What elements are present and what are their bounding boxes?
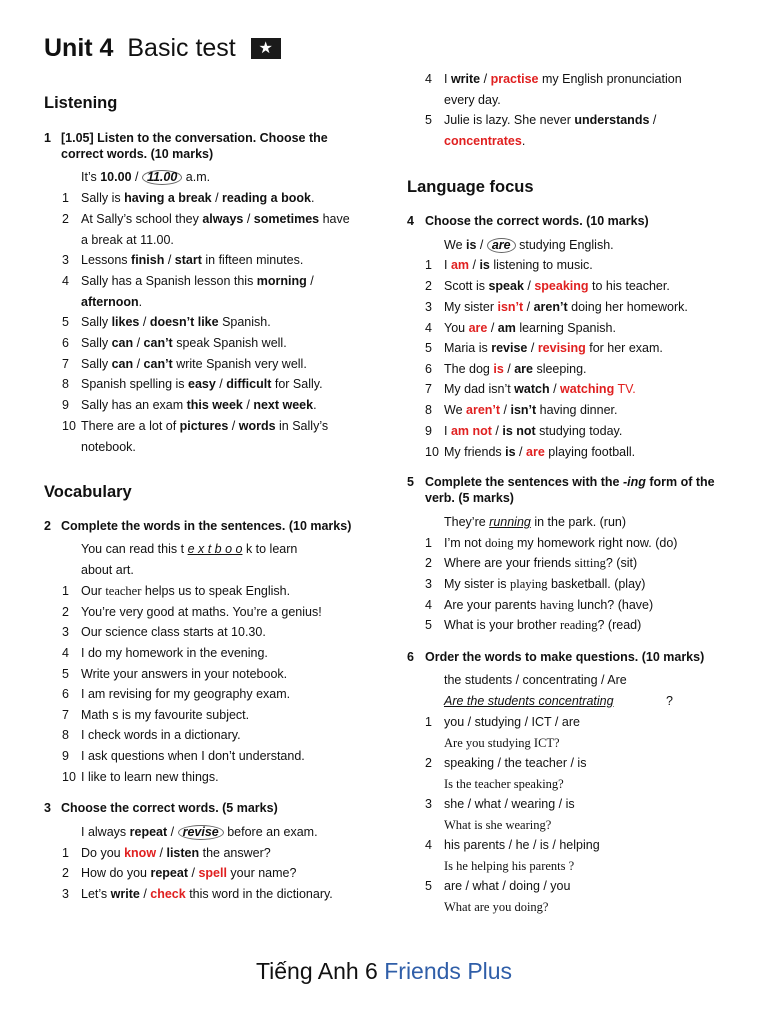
vocabulary-item (81, 645, 268, 661)
listening-item (81, 190, 314, 206)
listening-item (81, 211, 350, 227)
separator: / (527, 341, 538, 355)
question-text: Complete the sentences with the -ing form of the verb. (5 marks) (425, 475, 715, 505)
question-text: Choose the correct words. (5 marks) (61, 801, 278, 815)
item-text: I (444, 424, 451, 438)
item-text: You (444, 321, 469, 335)
option-2: sometimes (253, 212, 320, 226)
separator: / (133, 357, 144, 371)
item-text: I’m not (444, 536, 485, 550)
separator: / (306, 274, 314, 288)
item-number: 8 (62, 728, 69, 742)
item-text: basketball. (play) (547, 577, 646, 591)
item-text: Maria is (444, 341, 492, 355)
option-1: can (111, 357, 134, 371)
item-text: I (444, 258, 451, 272)
handwritten-answer: sitting (574, 556, 606, 570)
vocabulary-item (81, 583, 290, 599)
option-2: are (514, 362, 533, 376)
listening-item (81, 397, 317, 413)
q5-item (444, 576, 645, 592)
language-focus-heading: Language focus (407, 178, 534, 196)
item-text: At Sally’s school they (81, 212, 203, 226)
item-text: Sally (81, 315, 112, 329)
circled-answer: revise (178, 825, 224, 840)
item-text: Scott is (444, 279, 489, 293)
option-1: write (110, 887, 140, 901)
listening-item-cont (81, 232, 174, 248)
item-text: have (319, 212, 350, 226)
q5-item (444, 535, 677, 551)
item-text: ? (read) (597, 618, 642, 632)
separator: / (480, 72, 491, 86)
q3-item (444, 71, 682, 87)
separator: / (156, 846, 167, 860)
q4-item (444, 423, 622, 439)
option-1: finish (131, 253, 165, 267)
vocabulary-item (81, 748, 305, 764)
item-number: 2 (425, 756, 432, 770)
option-2: speaking (534, 279, 589, 293)
item-text: in fifteen minutes. (201, 253, 304, 267)
separator: / (211, 191, 223, 205)
item-number: 4 (62, 274, 69, 288)
listening-item (81, 273, 314, 289)
option-1: morning (256, 274, 307, 288)
item-text: What is your brother (444, 618, 561, 632)
item-text: Where are your friends (444, 556, 575, 570)
item-text: Spanish spelling is (81, 377, 189, 391)
q4-item (444, 257, 593, 273)
item-text: How do you (81, 866, 151, 880)
item-number: 3 (62, 625, 69, 639)
item-text: Sally (81, 357, 112, 371)
item-number: 4 (425, 321, 432, 335)
option-2: concentrates (444, 134, 522, 148)
q5-example: They’re running in the park. (run) (444, 515, 627, 529)
option-1: revise (491, 341, 528, 355)
separator: / (242, 398, 254, 412)
item-text: learning Spanish. (515, 321, 616, 335)
item-number: 7 (62, 357, 69, 371)
item-text: Write your answers in your notebook. (81, 667, 288, 681)
item-number: 6 (425, 362, 432, 376)
q6-words: she / what / wearing / is (444, 797, 575, 811)
item-text: Sally (81, 336, 112, 350)
listening-heading: Listening (44, 94, 118, 112)
option-2: can’t (143, 336, 173, 350)
listening-item-cont (81, 439, 136, 455)
handwritten-answer: teacher (105, 584, 142, 598)
separator: / (243, 212, 254, 226)
item-text: TV. (614, 382, 636, 396)
vocabulary-item (81, 624, 266, 640)
item-text: I check words in a dictionary. (81, 728, 241, 742)
option-2: can’t (143, 357, 173, 371)
option-2: is not (502, 424, 536, 438)
separator: / (549, 382, 561, 396)
item-number: 6 (62, 336, 69, 350)
item-text: my English pronunciation (538, 72, 682, 86)
item-number: 1 (62, 191, 69, 205)
separator: / (139, 887, 151, 901)
item-text: I am revising for my geography exam. (81, 687, 291, 701)
item-text: My sister (444, 300, 498, 314)
item-number: 3 (425, 797, 432, 811)
listening-item (81, 418, 328, 434)
separator: / (139, 315, 150, 329)
option-1: can (111, 336, 134, 350)
item-number: 2 (62, 605, 69, 619)
vocabulary-item (81, 727, 241, 743)
q3-item-cont (444, 92, 501, 108)
vocabulary-item (81, 707, 249, 723)
item-text: the answer? (199, 846, 271, 860)
item-number: 5 (425, 113, 432, 127)
item-text: doing her homework. (567, 300, 688, 314)
item-text: My friends (444, 445, 506, 459)
q6-words: speaking / the teacher / is (444, 756, 587, 770)
item-text: sleeping. (532, 362, 587, 376)
item-text: lunch? (have) (573, 598, 654, 612)
option-1: speak (488, 279, 524, 293)
question-number: 3 (44, 801, 51, 815)
footer-text: Tiếng Anh 6 (255, 958, 385, 984)
option-1: aren’t (466, 403, 501, 417)
option-2: is (479, 258, 490, 272)
separator: / (228, 419, 239, 433)
option-1: know (124, 846, 157, 860)
q6-example-answer: Are the students concentrating ? (444, 694, 673, 708)
item-number: 4 (425, 598, 432, 612)
item-text: listening to music. (489, 258, 593, 272)
q3-item (81, 845, 271, 861)
option-1: repeat (150, 866, 189, 880)
item-number: 4 (425, 838, 432, 852)
q3-item-cont (444, 133, 525, 149)
option-2: listen (166, 846, 200, 860)
item-number: 7 (62, 708, 69, 722)
item-text: this word in the dictionary. (185, 887, 333, 901)
option-1: pictures (179, 419, 229, 433)
question-number: 2 (44, 519, 51, 533)
question-number: 4 (407, 214, 414, 228)
option-2: revising (537, 341, 586, 355)
item-text: playing football. (544, 445, 636, 459)
question-text: [1.05] Listen to the conversation. Choose the correct words. (10 marks) (61, 131, 328, 161)
item-text: every day. (444, 93, 501, 107)
item-text: to his teacher. (588, 279, 670, 293)
listening-item (81, 314, 271, 330)
item-number: 3 (425, 300, 432, 314)
option-2: are (526, 445, 545, 459)
item-text: Our science class starts at 10.30. (81, 625, 266, 639)
handwritten-answer: playing (509, 577, 548, 591)
item-number: 2 (425, 279, 432, 293)
item-text: studying today. (535, 424, 623, 438)
item-text: in Sally’s (275, 419, 329, 433)
item-text: having dinner. (536, 403, 618, 417)
item-text: Math s is my favourite subject. (81, 708, 250, 722)
item-text: There are a lot of (81, 419, 180, 433)
listening-item (81, 252, 303, 268)
item-number: 5 (62, 315, 69, 329)
option-1: am (450, 258, 470, 272)
separator: / (469, 258, 480, 272)
example-letters: e x t b o o (187, 542, 243, 556)
option-1: is (493, 362, 504, 376)
separator: / (133, 336, 144, 350)
separator: / (188, 866, 199, 880)
q4-item (444, 320, 616, 336)
separator: / (515, 445, 526, 459)
footer-brand: Friends Plus (384, 958, 513, 984)
listening-item-cont (81, 294, 142, 310)
star-icon: ★ (251, 38, 281, 59)
circled-answer: 11.00 (142, 170, 182, 185)
option-1: watch (514, 382, 550, 396)
item-text: Sally has an exam (81, 398, 187, 412)
option-1: having a break (124, 191, 212, 205)
item-number: 2 (62, 866, 69, 880)
vocabulary-item (81, 686, 290, 702)
item-text: speak Spanish well. (172, 336, 287, 350)
listening-item (81, 356, 307, 372)
item-text: My dad isn’t (444, 382, 515, 396)
q4-item (444, 299, 688, 315)
q5-item (444, 555, 637, 571)
vocabulary-example: You can read this t e x t b o o k to learn (81, 542, 298, 556)
item-number: 2 (62, 212, 69, 226)
question-text: Choose the correct words. (10 marks) (425, 214, 649, 228)
listening-example: It’s 10.00 / 11.00 a.m. (81, 170, 211, 184)
item-text: Spanish. (218, 315, 271, 329)
item-number: 9 (62, 749, 69, 763)
question-text: Complete the words in the sentences. (10 marks) (61, 519, 352, 533)
item-text: write Spanish very well. (172, 357, 307, 371)
vocabulary-heading: Vocabulary (44, 483, 132, 501)
item-text: Lessons (81, 253, 132, 267)
item-number: 3 (425, 577, 432, 591)
q6-words: you / studying / ICT / are (444, 715, 580, 729)
item-number: 6 (62, 687, 69, 701)
item-text: . (313, 398, 317, 412)
item-text: My sister is (444, 577, 510, 591)
option-2: aren’t (533, 300, 568, 314)
footer (0, 958, 768, 985)
option-1: likes (111, 315, 140, 329)
item-text: your name? (226, 866, 297, 880)
item-number: 3 (62, 887, 69, 901)
handwritten-answer: having (539, 598, 574, 612)
separator: / (523, 300, 534, 314)
separator: / (164, 253, 175, 267)
item-text: Julie is lazy. She never (444, 113, 575, 127)
circled-answer: are (487, 238, 516, 253)
option-2: words (238, 419, 276, 433)
item-number: 8 (425, 403, 432, 417)
option-1: understands (574, 113, 650, 127)
item-number: 4 (425, 72, 432, 86)
item-text: Our (81, 584, 106, 598)
item-text: The dog (444, 362, 494, 376)
item-number: 1 (425, 258, 432, 272)
item-text: Sally is (81, 191, 125, 205)
page-title (44, 33, 281, 63)
question-text: Order the words to make questions. (10 marks) (425, 650, 705, 664)
q6-words: are / what / doing / you (444, 879, 571, 893)
item-number: 2 (425, 556, 432, 570)
q4-item (444, 278, 670, 294)
option-2: spell (198, 866, 227, 880)
item-text: my homework right now. (do) (513, 536, 678, 550)
q4-item (444, 361, 587, 377)
item-number: 1 (425, 536, 432, 550)
option-1: always (202, 212, 244, 226)
item-text: . (138, 295, 143, 309)
unit-label: Unit 4 (44, 34, 114, 62)
option-2: check (150, 887, 186, 901)
separator: / (649, 113, 657, 127)
option-2: start (174, 253, 202, 267)
option-1: am not (450, 424, 492, 438)
option-1: isn’t (497, 300, 524, 314)
item-number: 10 (425, 445, 439, 459)
item-number: 7 (425, 382, 432, 396)
vocabulary-item (81, 604, 322, 620)
handwritten-answer: Is the teacher speaking? (444, 777, 564, 791)
item-number: 5 (425, 341, 432, 355)
handwritten-answer: What is she wearing? (444, 818, 552, 832)
item-text: ? (sit) (605, 556, 638, 570)
option-2: next week (253, 398, 314, 412)
question-number: 5 (407, 475, 414, 489)
handwritten-answer: doing (485, 536, 514, 550)
question-number: 1 (44, 131, 51, 145)
item-number: 9 (62, 398, 69, 412)
q4-item (444, 402, 617, 418)
separator: / (487, 321, 498, 335)
separator: / (215, 377, 227, 391)
q5-item (444, 617, 641, 633)
q4-item (444, 340, 663, 356)
separator: / (491, 424, 503, 438)
item-text: I do my homework in the evening. (81, 646, 268, 660)
vocabulary-item (81, 666, 287, 682)
handwritten-answer: Is he helping his parents ? (444, 859, 575, 873)
question-number: 6 (407, 650, 414, 664)
item-number: 5 (425, 618, 432, 632)
item-number: 5 (425, 879, 432, 893)
item-text: for her exam. (585, 341, 663, 355)
item-number: 4 (62, 646, 69, 660)
item-text: I (444, 72, 451, 86)
q4-item (444, 381, 636, 397)
vocabulary-item (81, 769, 219, 785)
q3-item (444, 112, 656, 128)
item-text: We (444, 403, 466, 417)
item-number: 1 (62, 846, 69, 860)
separator: / (523, 279, 535, 293)
listening-item (81, 376, 323, 392)
q6-example-words: the students / concentrating / Are (444, 673, 627, 687)
item-text: a break at 11.00. (81, 233, 174, 247)
handwritten-answer: What are you doing? (444, 900, 549, 914)
item-number: 10 (62, 419, 76, 433)
item-text: . (521, 134, 526, 148)
option-1: are (468, 321, 488, 335)
option-2: isn’t (510, 403, 537, 417)
item-text: Are your parents (444, 598, 540, 612)
item-text: Sally has a Spanish lesson this (81, 274, 257, 288)
item-text: Let’s (81, 887, 111, 901)
item-text: I ask questions when I don’t understand. (81, 749, 305, 763)
q5-item (444, 597, 653, 613)
test-name: Basic test (127, 34, 236, 62)
item-text: Do you (81, 846, 125, 860)
item-number: 3 (62, 253, 69, 267)
item-number: 8 (62, 377, 69, 391)
item-text: . (310, 191, 315, 205)
separator: / (500, 403, 511, 417)
item-number: 1 (62, 584, 69, 598)
q3-item (81, 886, 333, 902)
option-2: afternoon (81, 295, 139, 309)
option-1: write (450, 72, 481, 86)
option-1: this week (186, 398, 243, 412)
option-2: practise (490, 72, 539, 86)
option-1: easy (188, 377, 216, 391)
item-number: 10 (62, 770, 76, 784)
item-text: helps us to speak English. (141, 584, 291, 598)
q3-example: I always repeat / revise before an exam. (81, 825, 318, 839)
item-number: 5 (62, 667, 69, 681)
q4-item (444, 444, 635, 460)
handwritten-answer: Are you studying ICT? (444, 736, 560, 750)
item-text: for Sally. (271, 377, 323, 391)
item-text: notebook. (81, 440, 136, 454)
item-number: 1 (425, 715, 432, 729)
vocabulary-example-cont: about art. (81, 563, 134, 577)
item-number: 9 (425, 424, 432, 438)
option-2: doesn’t like (149, 315, 219, 329)
option-1: is (505, 445, 516, 459)
option-2: difficult (226, 377, 272, 391)
option-2: reading a book (222, 191, 311, 205)
listening-item (81, 335, 287, 351)
handwritten-answer: reading (560, 618, 598, 632)
item-text: You’re very good at maths. You’re a genius! (81, 605, 322, 619)
option-2: watching (560, 382, 615, 396)
q6-words: his parents / he / is / helping (444, 838, 600, 852)
option-2: am (497, 321, 516, 335)
item-text: I like to learn new things. (81, 770, 219, 784)
q4-example: We is / are studying English. (444, 238, 614, 252)
q3-item (81, 865, 296, 881)
separator: / (503, 362, 515, 376)
